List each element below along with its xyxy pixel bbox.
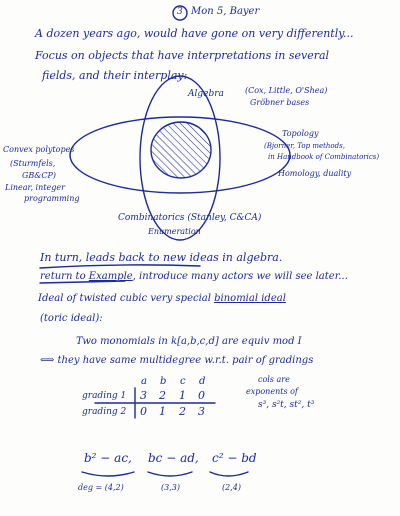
grading-row-1-a: 3	[140, 389, 147, 402]
binomial-1: b² − ac,	[84, 451, 132, 465]
page-title: Mon 5, Bayer	[191, 6, 260, 17]
intro-line-2: Focus on objects that have interpretations in several	[35, 49, 330, 62]
grading-header-c: c	[180, 376, 186, 387]
grading-row-1-b: 2	[159, 389, 166, 402]
grading-header-b: b	[160, 376, 167, 387]
text-iff: ⟺ they have same multidegree w.r.t. pair of gradings	[40, 355, 314, 366]
grading-header-a: a	[141, 376, 147, 387]
grading-row-1-label: grading 1	[82, 391, 127, 401]
page-number: 3	[177, 7, 183, 17]
label-convex-2: (Sturmfels,	[10, 159, 56, 168]
label-algebra: Algebra	[188, 89, 224, 99]
binomial-3: c² − bd	[212, 451, 257, 465]
label-convex-1: Convex polytopes	[3, 145, 75, 154]
binomial-1-degree: deg = (4,2)	[78, 483, 124, 492]
binomial-brace-2	[148, 472, 192, 476]
binomial-brace-3	[210, 472, 248, 476]
venn-horizontal-ellipse	[70, 117, 290, 193]
intro-line-1: A dozen years ago, would have gone on very differently...	[35, 27, 354, 40]
label-topology-2: (Bjorner, Top methods,	[264, 142, 345, 150]
label-convex-5: programming	[24, 194, 80, 203]
grading-header-d: d	[199, 376, 206, 387]
grading-row-1-c: 1	[179, 389, 186, 402]
text-in-turn: In turn, leads back to new ideas in algebra.	[40, 251, 283, 264]
binomial-2-degree: (3,3)	[161, 483, 180, 492]
text-ideal	[38, 294, 286, 304]
label-topology-3: in Handbook of Combinatorics)	[268, 153, 380, 161]
label-convex-4: Linear, integer	[5, 183, 65, 192]
grading-row-2-a: 0	[140, 405, 147, 418]
text-return-suffix: , introduce many actors we will see later...	[132, 271, 348, 282]
text-return-prefix: return to	[40, 271, 86, 282]
grading-note-2: exponents of	[246, 387, 298, 396]
venn-center-hatch	[151, 122, 211, 178]
binomial-3-degree: (2,4)	[222, 483, 241, 492]
grading-note-1: cols are	[258, 375, 290, 384]
text-return	[40, 272, 348, 282]
grading-row-2-b: 1	[159, 405, 166, 418]
text-ideal-prefix: Ideal of twisted cubic very special	[38, 293, 211, 304]
label-algebra-note-2: Gröbner bases	[250, 98, 310, 107]
binomial-brace-1	[82, 472, 134, 476]
turn-underline	[40, 265, 200, 268]
grading-row-1-d: 0	[198, 389, 205, 402]
text-toric: (toric ideal):	[40, 313, 103, 324]
intro-line-3: fields, and their interplay:	[42, 69, 188, 82]
label-enumeration: Enumeration	[148, 227, 201, 236]
label-combinatorics: Combinatorics (Stanley, C&CA)	[118, 213, 262, 223]
text-monomials: Two monomials in k[a,b,c,d] are equiv mod I	[76, 336, 302, 347]
label-topology-4: Homology, duality	[278, 169, 352, 178]
grading-row-2-d: 3	[198, 405, 205, 418]
text-ideal-binomial: binomial ideal	[214, 293, 286, 304]
grading-row-2-label: grading 2	[82, 407, 127, 417]
grading-note-3: s³, s²t, st², t³	[258, 400, 315, 410]
text-return-example: Example	[88, 271, 133, 282]
label-algebra-note-1: (Cox, Little, O'Shea)	[245, 86, 328, 95]
label-convex-3: GB&CP)	[22, 171, 57, 180]
binomial-2: bc − ad,	[148, 451, 199, 465]
grading-row-2-c: 2	[179, 405, 186, 418]
label-topology-1: Topology	[282, 129, 319, 138]
